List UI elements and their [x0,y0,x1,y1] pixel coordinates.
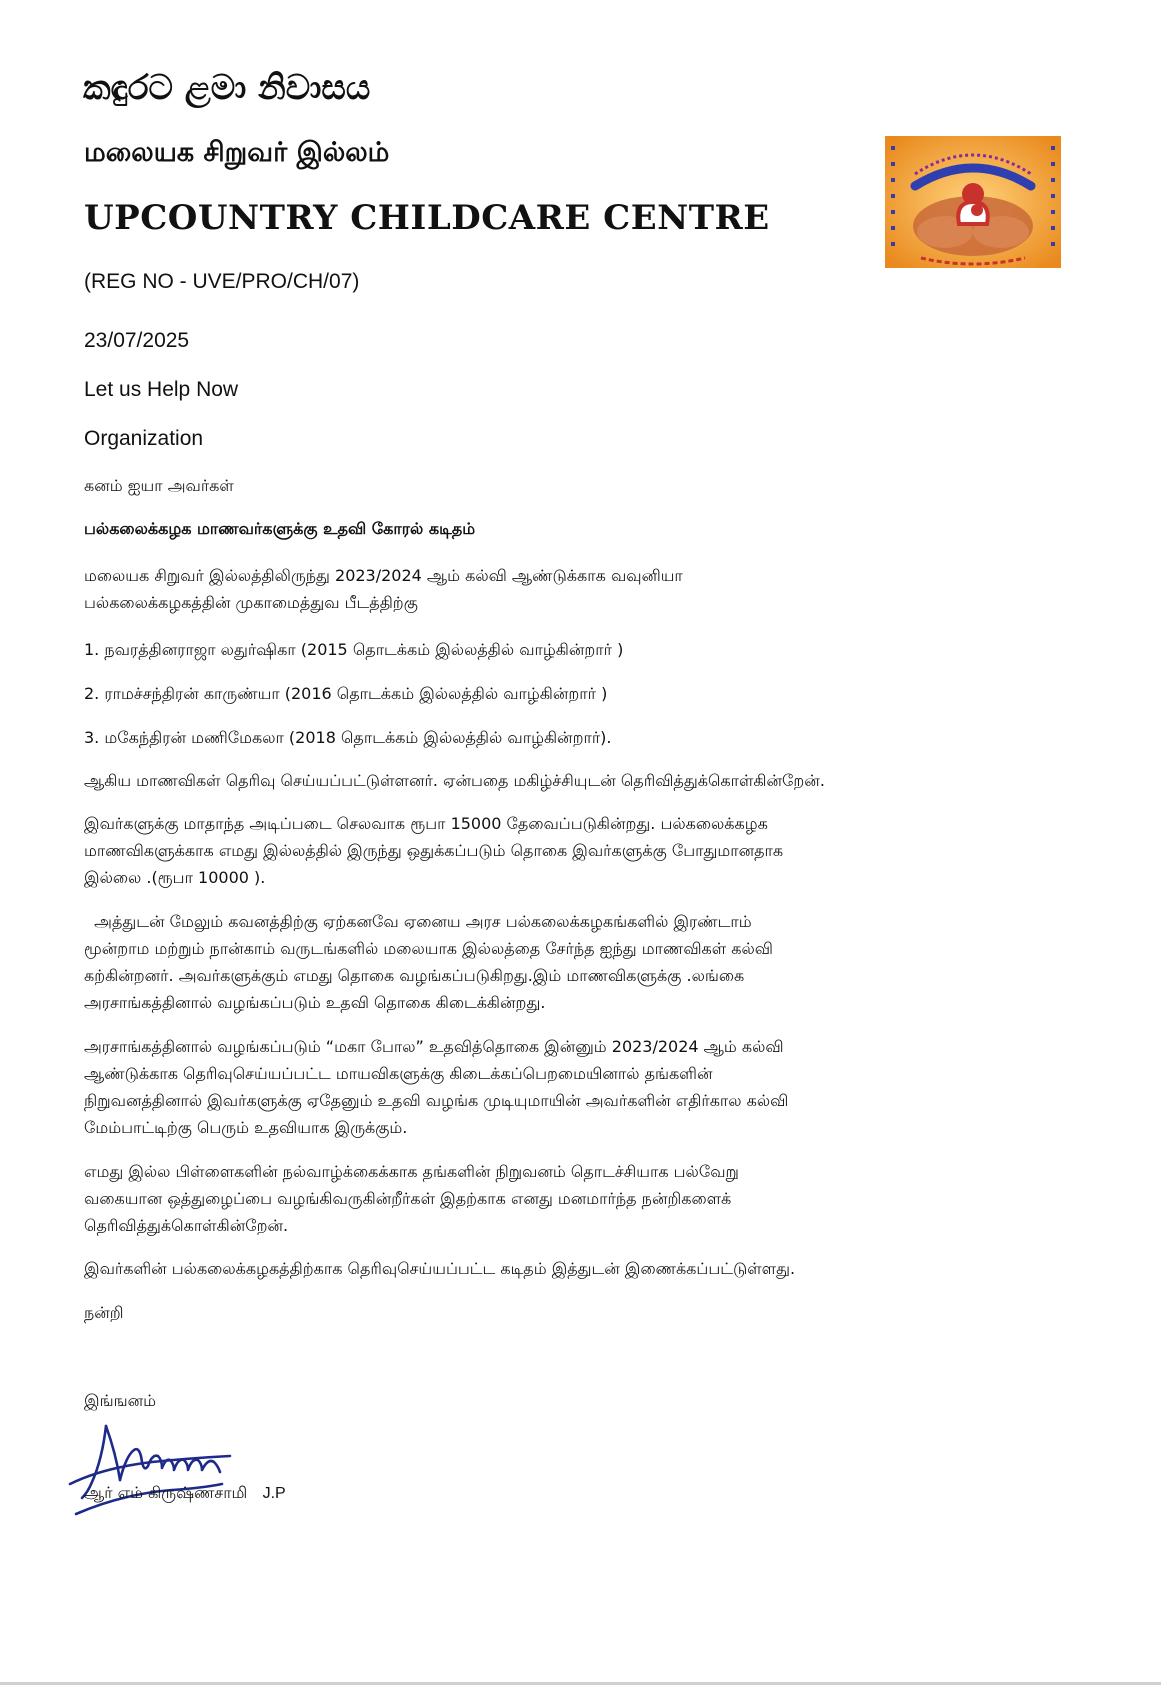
signer-line [84,1483,286,1504]
paragraph-line: எமது இல்ல பிள்ளைகளின் நல்வாழ்க்கைக்காக தங்களின் நிறுவனம் தொடச்சியாக பல்வேறு [84,1162,739,1181]
registration-number: (REG NO - UVE/PRO/CH/07) [84,270,360,293]
paragraph-line: அரசாங்கத்தினால் வழங்கப்படும் உதவி தொகை கிடைக்கின்றது. [84,993,546,1012]
signer-name: ஆர் எம் கிருஷ்ணசாமி [84,1483,248,1502]
recipient-line-1: Let us Help Now [84,378,239,401]
english-org-title: UPCOUNTRY CHILDCARE CENTRE [84,198,770,238]
paragraph-line: மாணவிகளுக்காக எமது இல்லத்தில் இருந்து ஒதுக்கப்படும் தொகை இவர்களுக்கு போதுமானதாக [84,841,784,860]
paragraph-line: தெரிவித்துக்கொள்கின்றேன். [84,1216,289,1235]
paragraph-line: இல்லை .(ரூபா 10000 ). [84,868,266,887]
paragraph-line: வகையான ஒத்துழைப்பை வழங்கிவருகின்றீர்கள் இதற்காக எனது மனமார்ந்த நன்றிகளைக் [84,1189,732,1208]
attachment-statement: இவர்களின் பல்கலைக்கழகத்திற்காக தெரிவுசெய்யப்பட்ட கடிதம் இத்துடன் இணைக்கப்பட்டுள்ளது. [84,1259,796,1278]
other-students-paragraph [84,908,1084,1016]
selected-statement: ஆகிய மாணவிகள் தெரிவு செய்யப்பட்டுள்ளனர். ஏன்பதை மகிழ்ச்சியுடன் தெரிவித்துக்கொள்கின்றேன். [84,771,825,790]
paragraph-line: ஆண்டுக்காக தெரிவுசெய்யப்பட்ட மாயவிகளுக்கு கிடைக்கப்பெறமையினால் தங்களின் [84,1064,713,1083]
intro-paragraph [84,562,1084,616]
letter-date: 23/07/2025 [84,329,190,352]
recipient-line-2: Organization [84,427,204,450]
letter-subject: பல்கலைக்கழக மாணவர்களுக்கு உதவி கோரல் கடிதம் [84,519,476,538]
cost-paragraph [84,810,1084,891]
intro-line: மலையக சிறுவர் இல்லத்திலிருந்து 2023/2024 ஆம் கல்வி ஆண்டுக்காக வவுனியா [84,566,683,585]
intro-line: பல்கலைக்கழகத்தின் முகாமைத்துவ பீடத்திற்கு [84,593,418,612]
paragraph-line: அரசாங்கத்தினால் வழங்கப்படும் “மகா போல” உதவித்தொகை இன்னும் 2023/2024 ஆம் கல்வி [84,1037,784,1056]
paragraph-line: அத்துடன் மேலும் கவனத்திற்கு ஏற்கனவே ஏனைய அரச பல்கலைக்கழகங்களில் இரண்டாம் [84,912,752,931]
paragraph-line: கற்கின்றனர். அவர்களுக்கும் எமது தொகை வழங்கப்படுகிறது.இம் மாணவிகளுக்கு .லங்கை [84,966,745,985]
student-list-item: 3. மகேந்திரன் மணிமேகலா (2018 தொடக்கம் இல்லத்தில் வாழ்கின்றார்). [84,728,612,747]
signer-suffix: J.P [262,1485,286,1502]
tamil-org-title: மலையக சிறுவர் இல்லம் [84,137,390,168]
paragraph-line: நிறுவனத்தினால் இவர்களுக்கு ஏதேனும் உதவி வழங்க முடியுமாயின் அவர்களின் எதிர்கால கல்வி [84,1091,789,1110]
salutation: கனம் ஐயா அவர்கள் [84,476,234,495]
student-list-item: 2. ராமச்சந்திரன் காருண்யா (2016 தொடக்கம் இல்லத்தில் வாழ்கின்றார் ) [84,684,608,703]
paragraph-line: இவர்களுக்கு மாதாந்த அடிப்படை செலவாக ரூபா 15000 தேவைப்படுகின்றது. பல்கலைக்கழக [84,814,768,833]
paragraph-line: மூன்றாம மற்றும் நான்காம் வருடங்களில் மலையாக இல்லத்தை சேர்ந்த ஐந்து மாணவிகள் கல்வி [84,939,774,958]
thanks-paragraph [84,1158,1084,1239]
student-list-item: 1. நவரத்தினராஜா லதுர்ஷிகா (2015 தொடக்கம் இல்லத்தில் வாழ்கின்றார் ) [84,640,624,659]
closing-thanks: நன்றி [84,1303,124,1322]
mahapola-paragraph [84,1033,1084,1141]
sinhala-org-title: කඳුරට ළමා නිවාසය [83,68,371,108]
closing-regards: இங்ஙனம் [84,1391,156,1410]
paragraph-line: மேம்பாட்டிற்கு பெரும் உதவியாக இருக்கும். [84,1118,408,1137]
childcare-logo-icon [885,136,1061,268]
